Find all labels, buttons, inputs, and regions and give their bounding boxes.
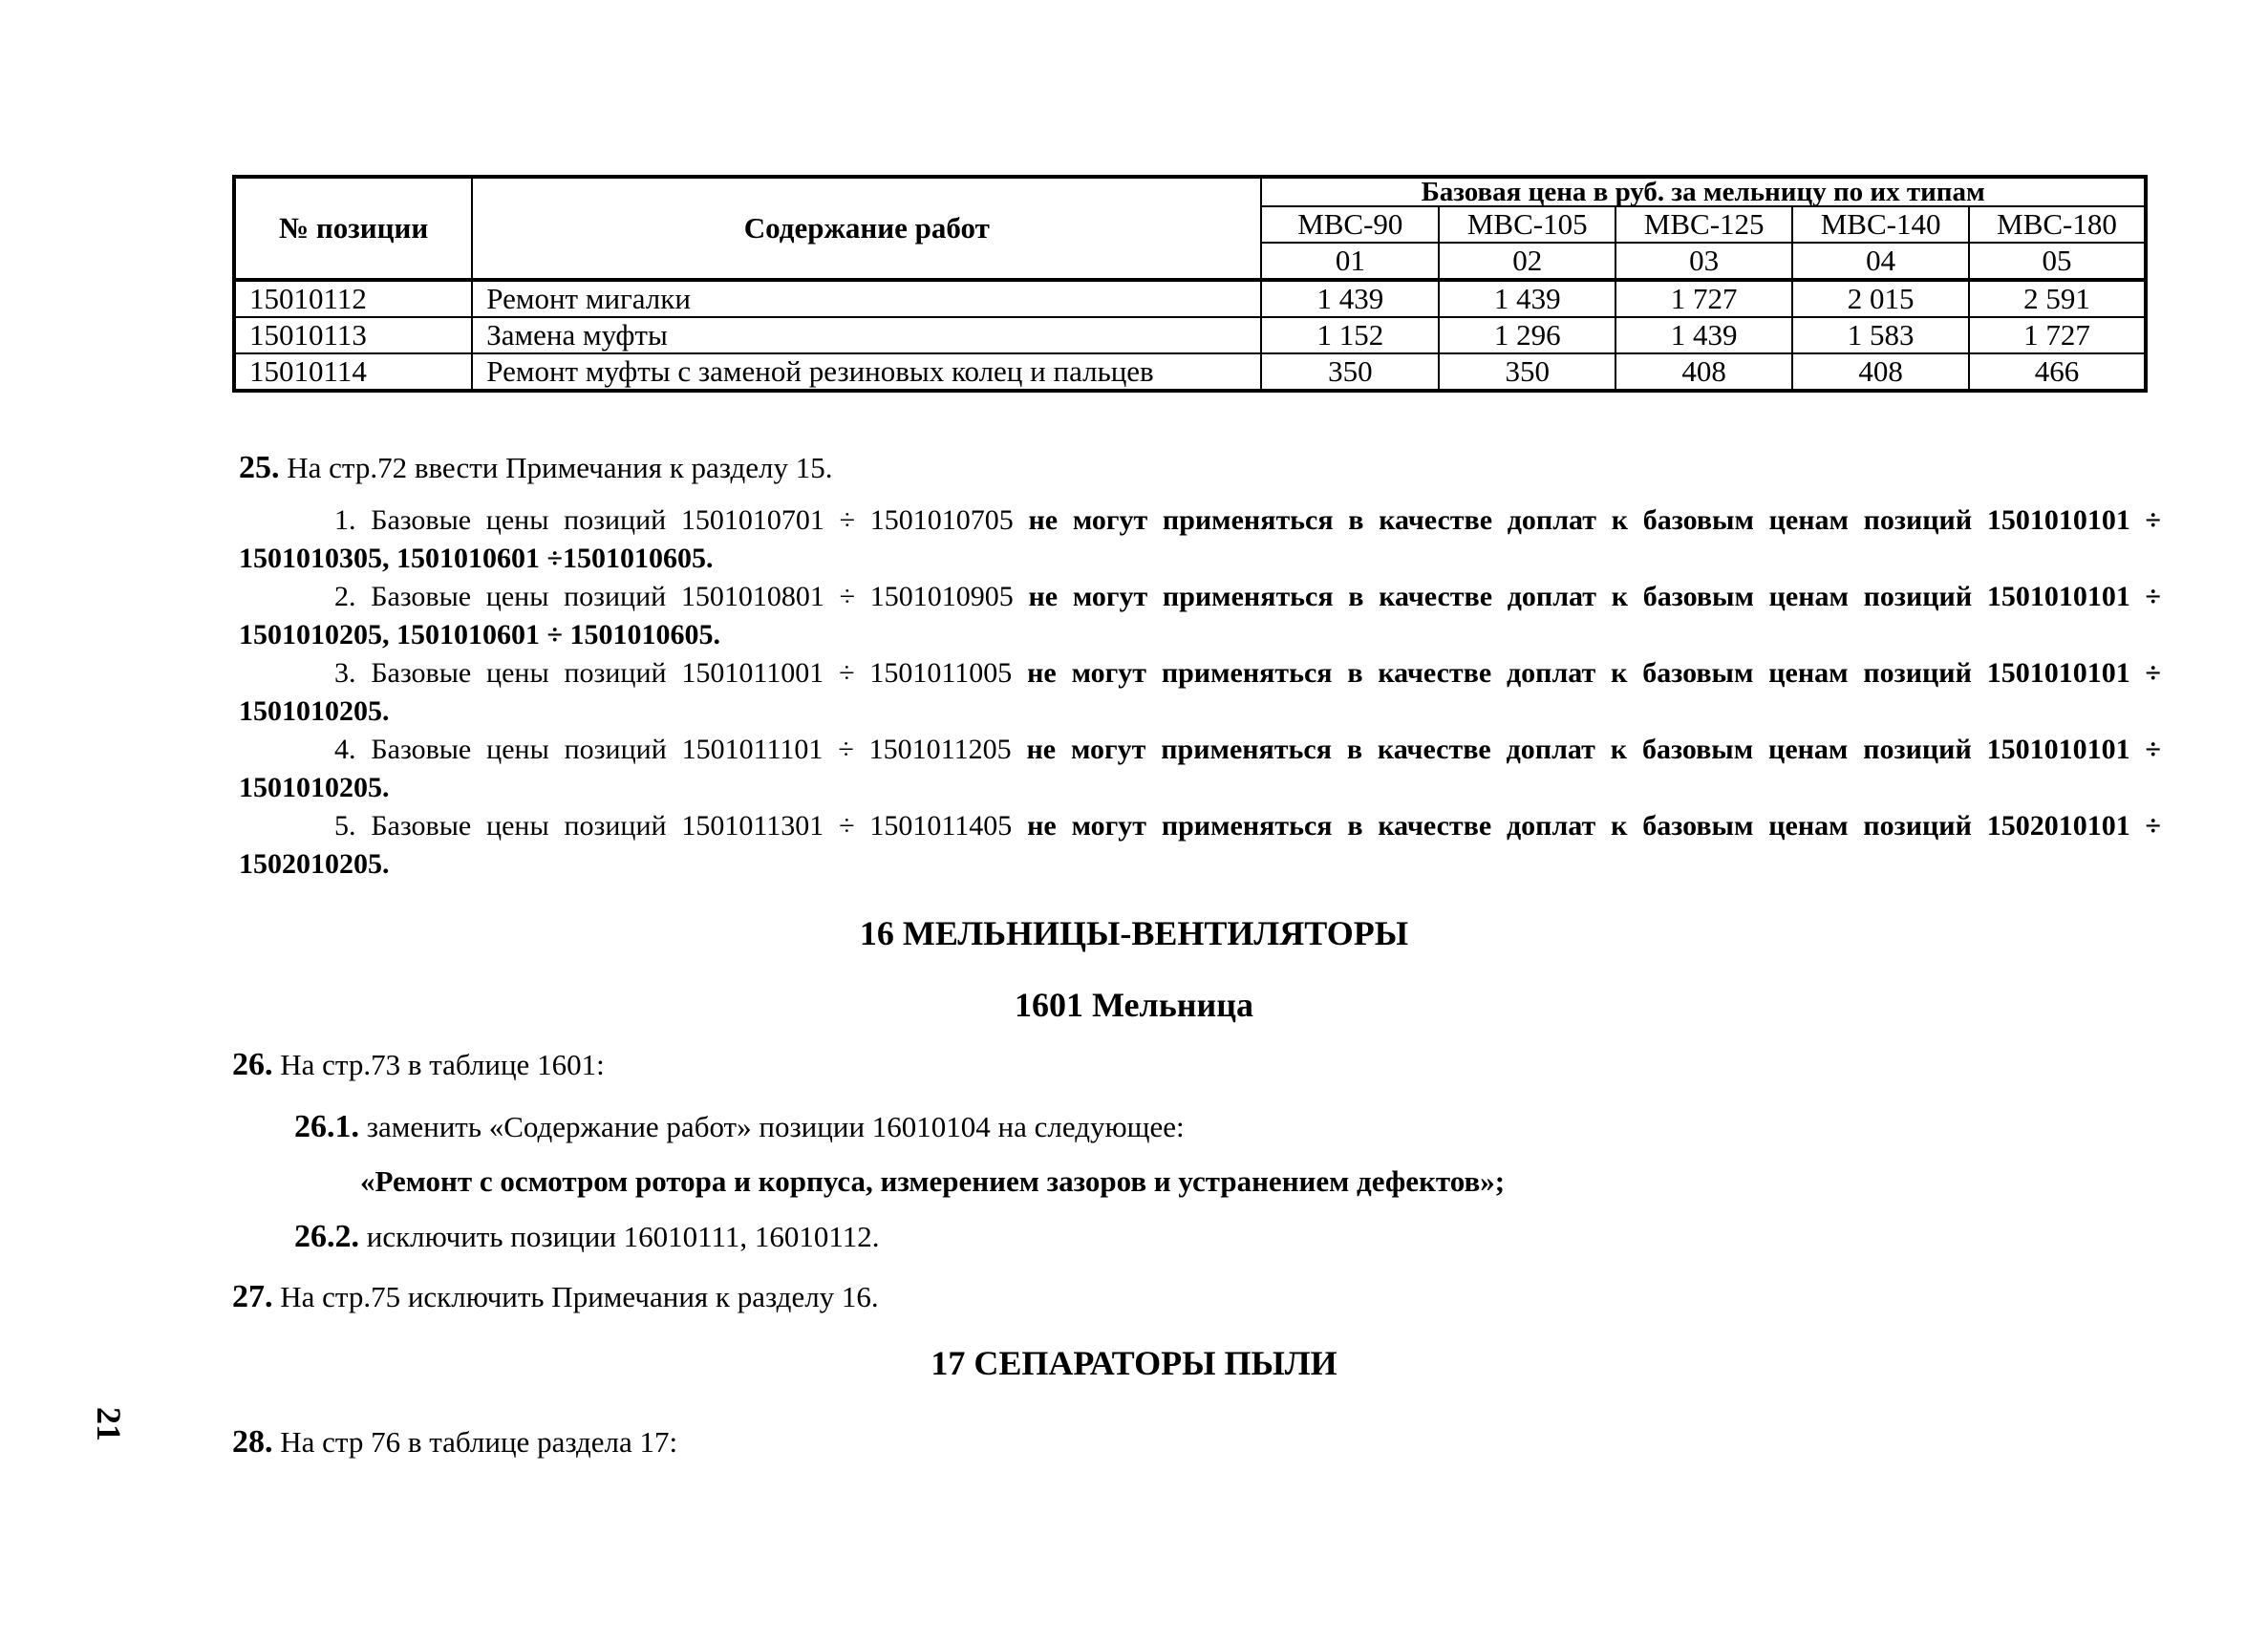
- item-28: [232, 1423, 677, 1461]
- item-number: 25.: [239, 450, 280, 485]
- note-3: [239, 654, 2161, 731]
- note-lead: 1. Базовые цены позиций 1501010701 ÷ 1501010705: [334, 504, 1014, 536]
- section-16-subtitle: 1601 Мельница: [1015, 986, 1253, 1024]
- header-code: 01: [1261, 243, 1439, 280]
- cell-price: 2 591: [1969, 280, 2146, 317]
- note-lead: 5. Базовые цены позиций 1501011301 ÷ 1501011405: [334, 810, 1013, 842]
- cell-content: Замена муфты: [472, 317, 1261, 353]
- item-number: 27.: [232, 1279, 273, 1314]
- cell-price: 2 015: [1792, 280, 1969, 317]
- table-row: [234, 280, 2146, 317]
- note-2: [239, 578, 2161, 654]
- item-number: 28.: [232, 1424, 273, 1460]
- cell-price: 1 583: [1792, 317, 1969, 353]
- page-number: 21: [90, 1407, 128, 1441]
- header-code: 03: [1615, 243, 1792, 280]
- note-lead: 4. Базовые цены позиций 1501011101 ÷ 1501011205: [334, 734, 1012, 765]
- note-lead: 3. Базовые цены позиций 1501011001 ÷ 1501011005: [334, 657, 1013, 689]
- header-type: МВС-125: [1615, 206, 1792, 243]
- cell-position: 15010113: [234, 317, 472, 353]
- header-code: 04: [1792, 243, 1969, 280]
- header-code: 05: [1969, 243, 2146, 280]
- table-row: [234, 353, 2146, 391]
- item-text: заменить «Содержание работ» позиции 16010104 на следующее:: [366, 1110, 1185, 1143]
- item-26-1-quote: «Ремонт с осмотром ротора и корпуса, измерением зазоров и устранением дефектов»;: [360, 1164, 1506, 1198]
- item-text: На стр.75 исключить Примечания к разделу 16.: [280, 1280, 879, 1313]
- note-rest: не могут применяться в качестве доплат к базовым ценам позиций 1501010101 ÷ 1501010205.: [239, 657, 2161, 727]
- item-number: 26.1.: [294, 1109, 359, 1144]
- item-25: [239, 449, 832, 487]
- cell-price: 1 439: [1261, 280, 1439, 317]
- cell-price: 1 152: [1261, 317, 1439, 353]
- cell-price: 466: [1969, 353, 2146, 391]
- header-code: 02: [1439, 243, 1615, 280]
- item-number: 26.: [232, 1047, 273, 1082]
- section-17-title: 17 СЕПАРАТОРЫ ПЫЛИ: [931, 1344, 1337, 1382]
- cell-position: 15010112: [234, 280, 472, 317]
- cell-price: 408: [1792, 353, 1969, 391]
- cell-price: 350: [1439, 353, 1615, 391]
- cell-price: 1 439: [1439, 280, 1615, 317]
- header-position: № позиции: [234, 177, 472, 280]
- note-rest: не могут применяться в качестве доплат к базовым ценам позиций 1501010101 ÷ 1501010305, 1501010601 ÷1501010605.: [239, 504, 2161, 574]
- item-26: [232, 1046, 605, 1084]
- note-5: [239, 807, 2161, 884]
- price-table: [232, 175, 2148, 393]
- cell-price: 350: [1261, 353, 1439, 391]
- table-row: [234, 317, 2146, 353]
- item-26-2: [294, 1218, 879, 1256]
- cell-position: 15010114: [234, 353, 472, 391]
- cell-price: 408: [1615, 353, 1792, 391]
- header-type: МВС-180: [1969, 206, 2146, 243]
- item-27: [232, 1278, 879, 1316]
- cell-price: 1 727: [1969, 317, 2146, 353]
- cell-price: 1 727: [1615, 280, 1792, 317]
- note-rest: не могут применяться в качестве доплат к базовым ценам позиций 1502010101 ÷ 1502010205.: [239, 810, 2161, 880]
- item-26-1: [294, 1108, 1185, 1146]
- cell-content: Ремонт мигалки: [472, 280, 1261, 317]
- item-number: 26.2.: [294, 1219, 359, 1254]
- header-type: МВС-90: [1261, 206, 1439, 243]
- cell-price: 1 439: [1615, 317, 1792, 353]
- note-1: [239, 501, 2161, 578]
- cell-content: Ремонт муфты с заменой резиновых колец и пальцев: [472, 353, 1261, 391]
- header-type: МВС-140: [1792, 206, 1969, 243]
- note-rest: не могут применяться в качестве доплат к базовым ценам позиций 1501010101 ÷ 1501010205, 1501010601 ÷ 1501010605.: [239, 581, 2161, 650]
- item-text: На стр 76 в таблице раздела 17:: [280, 1425, 678, 1459]
- cell-price: 1 296: [1439, 317, 1615, 353]
- note-4: [239, 731, 2161, 807]
- header-price-group: Базовая цена в руб. за мельницу по их типам: [1261, 177, 2146, 206]
- note-rest: не могут применяться в качестве доплат к базовым ценам позиций 1501010101 ÷ 1501010205.: [239, 734, 2161, 803]
- header-type: МВС-105: [1439, 206, 1615, 243]
- item-text: исключить позиции 16010111, 16010112.: [366, 1220, 880, 1253]
- note-lead: 2. Базовые цены позиций 1501010801 ÷ 1501010905: [334, 581, 1014, 612]
- section-16-title: 16 МЕЛЬНИЦЫ-ВЕНТИЛЯТОРЫ: [859, 914, 1409, 952]
- header-content: Содержание работ: [472, 177, 1261, 280]
- item-text: На стр.72 ввести Примечания к разделу 15.: [287, 451, 833, 484]
- item-text: На стр.73 в таблице 1601:: [280, 1048, 605, 1081]
